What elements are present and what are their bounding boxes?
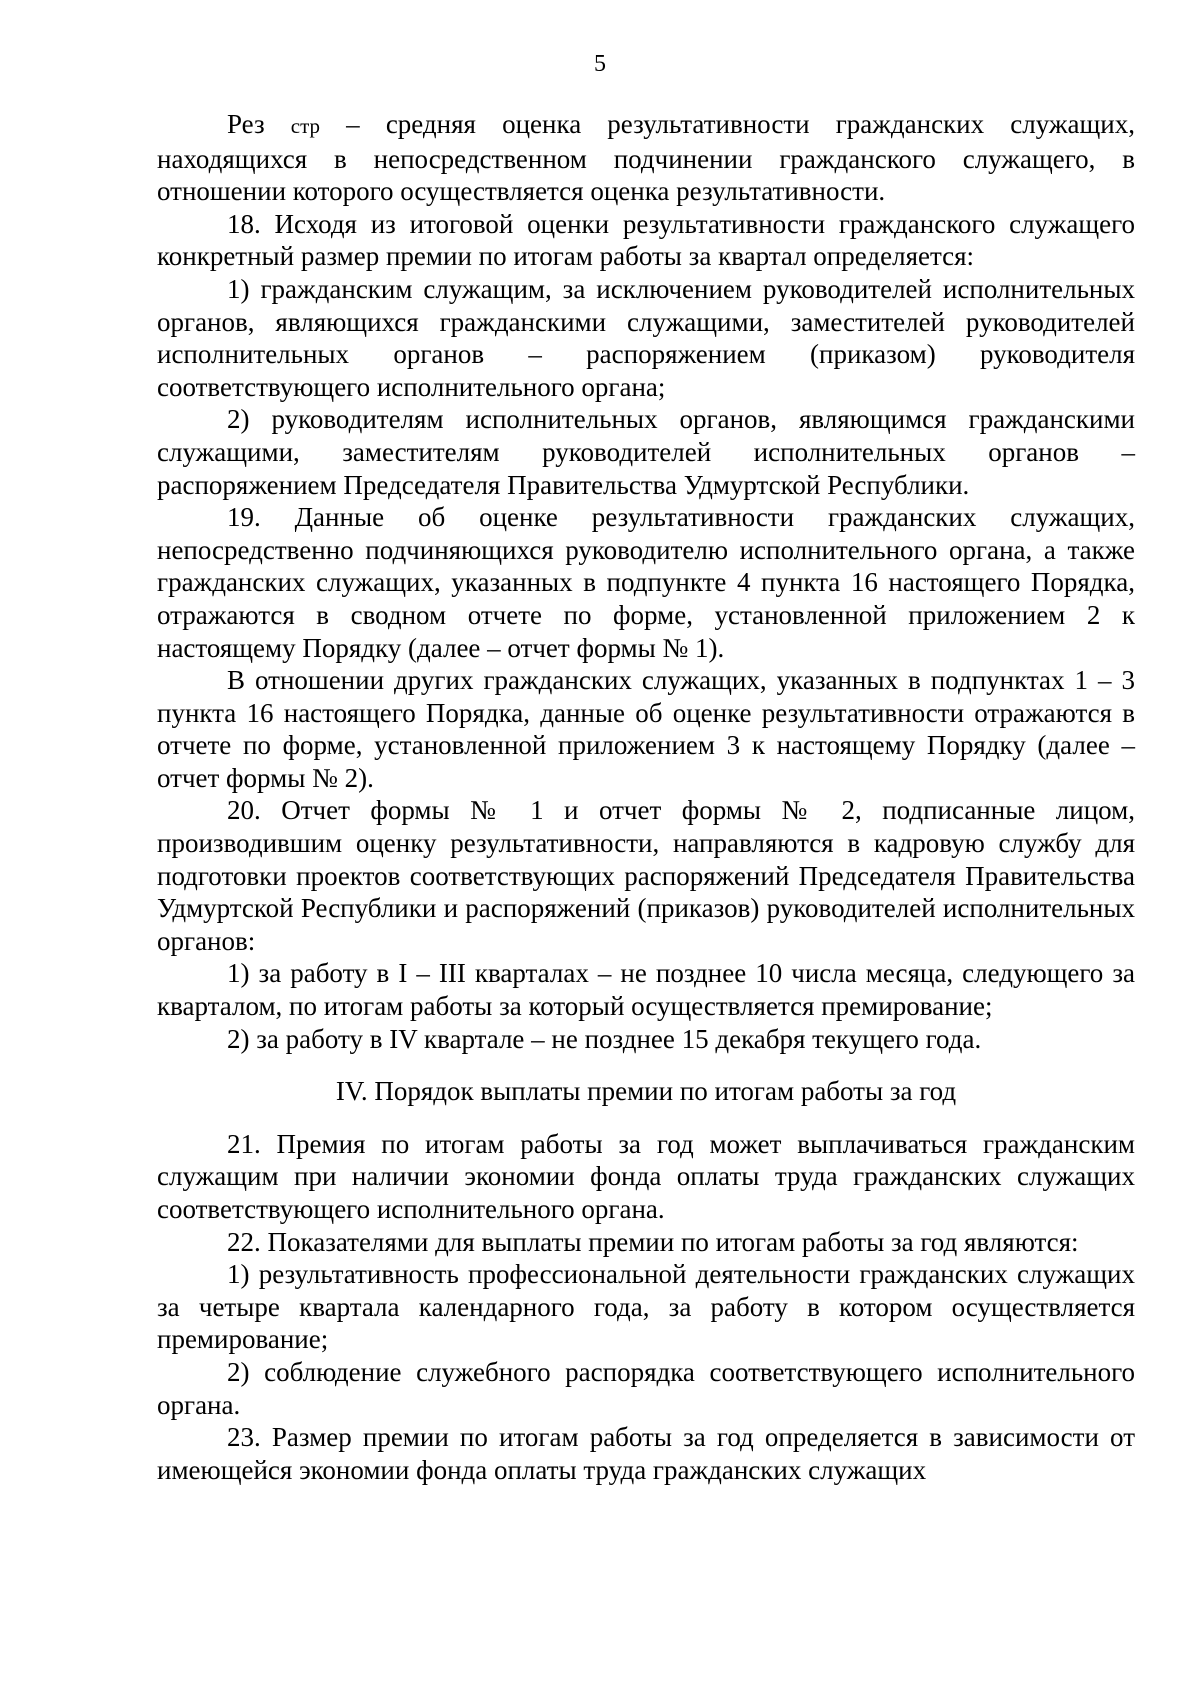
paragraph-18: 18. Исходя из итоговой оценки результативности гражданского служащего конкретный размер премии по итогам работы за квартал определяется: bbox=[157, 208, 1135, 272]
paragraph-20: 20. Отчет формы № 1 и отчет формы № 2, подписанные лицом, производившим оценку результативности, направляются в кадровую службу для подготовки проектов соответствующих распоряжений Председателя Правительства Удмуртской Республики и распоряжений (приказов) руководителей исполнительных органов: bbox=[157, 795, 1135, 956]
paragraph-18-item-2: 2) руководителям исполнительных органов, являющимся гражданскими служащими, заместителям руководителей исполнительных органов – распоряжением Председателя Правительства Удмуртской Республики. bbox=[157, 404, 1135, 500]
paragraph-21: 21. Премия по итогам работы за год может выплачиваться гражданским служащим при наличии экономии фонда оплаты труда гражданских служащих соответствующего исполнительного органа. bbox=[157, 1128, 1135, 1224]
paragraph-22: 22. Показателями для выплаты премии по итогам работы за год являются: bbox=[227, 1226, 1079, 1257]
rez-label: Рез bbox=[227, 109, 291, 139]
rez-subscript: стр bbox=[290, 114, 321, 138]
paragraph-20-item-1: 1) за работу в I – III кварталах – не позднее 10 числа месяца, следующего за кварталом, по итогам работы за который осуществляется премирование; bbox=[157, 958, 1135, 1022]
document-body bbox=[157, 108, 1135, 1486]
paragraph-19-continued: В отношении других гражданских служащих, указанных в подпунктах 1 – 3 пункта 16 настоящего Порядка, данные об оценке результативности отражаются в отчете по форме, установленной приложением 3 к настоящему Порядку (далее – отчет формы № 2). bbox=[157, 665, 1135, 793]
paragraph-18-item-1: 1) гражданским служащим, за исключением руководителей исполнительных органов, являющихся гражданскими служащими, заместителей руководителей исполнительных органов – распоряжением (приказом) руководителя соответствующего исполнительного органа; bbox=[157, 273, 1135, 402]
rez-definition: – средняя оценка результативности гражданских служащих, находящихся в непосредственном подчинении гражданского служащего, в отношении которого осуществляется оценка результативности. bbox=[157, 109, 1136, 207]
paragraph-20-item-2: 2) за работу в IV квартале – не позднее 15 декабря текущего года. bbox=[227, 1023, 982, 1054]
paragraph-23: 23. Размер премии по итогам работы за год определяется в зависимости от имеющейся экономии фонда оплаты труда гражданских служащих bbox=[157, 1422, 1135, 1485]
paragraph-22-item-2: 2) соблюдение служебного распорядка соответствующего исполнительного органа. bbox=[157, 1356, 1135, 1420]
page-number: 5 bbox=[594, 51, 606, 77]
paragraph-rez-str bbox=[157, 108, 1135, 208]
paragraph-22-item-1: 1) результативность профессиональной деятельности гражданских служащих за четыре квартала календарного года, за работу в котором осуществляется премирование; bbox=[157, 1259, 1135, 1355]
section-title-iv: IV. Порядок выплаты премии по итогам работы за год bbox=[335, 1076, 957, 1107]
paragraph-19: 19. Данные об оценке результативности гражданских служащих, непосредственно подчиняющихся руководителю исполнительного органа, а также гражданских служащих, указанных в подпункте 4 пункта 16 настоящего Порядка, отражаются в сводном отчете по форме, установленной приложением 2 к настоящему Порядку (далее – отчет формы № 1). bbox=[157, 502, 1135, 663]
